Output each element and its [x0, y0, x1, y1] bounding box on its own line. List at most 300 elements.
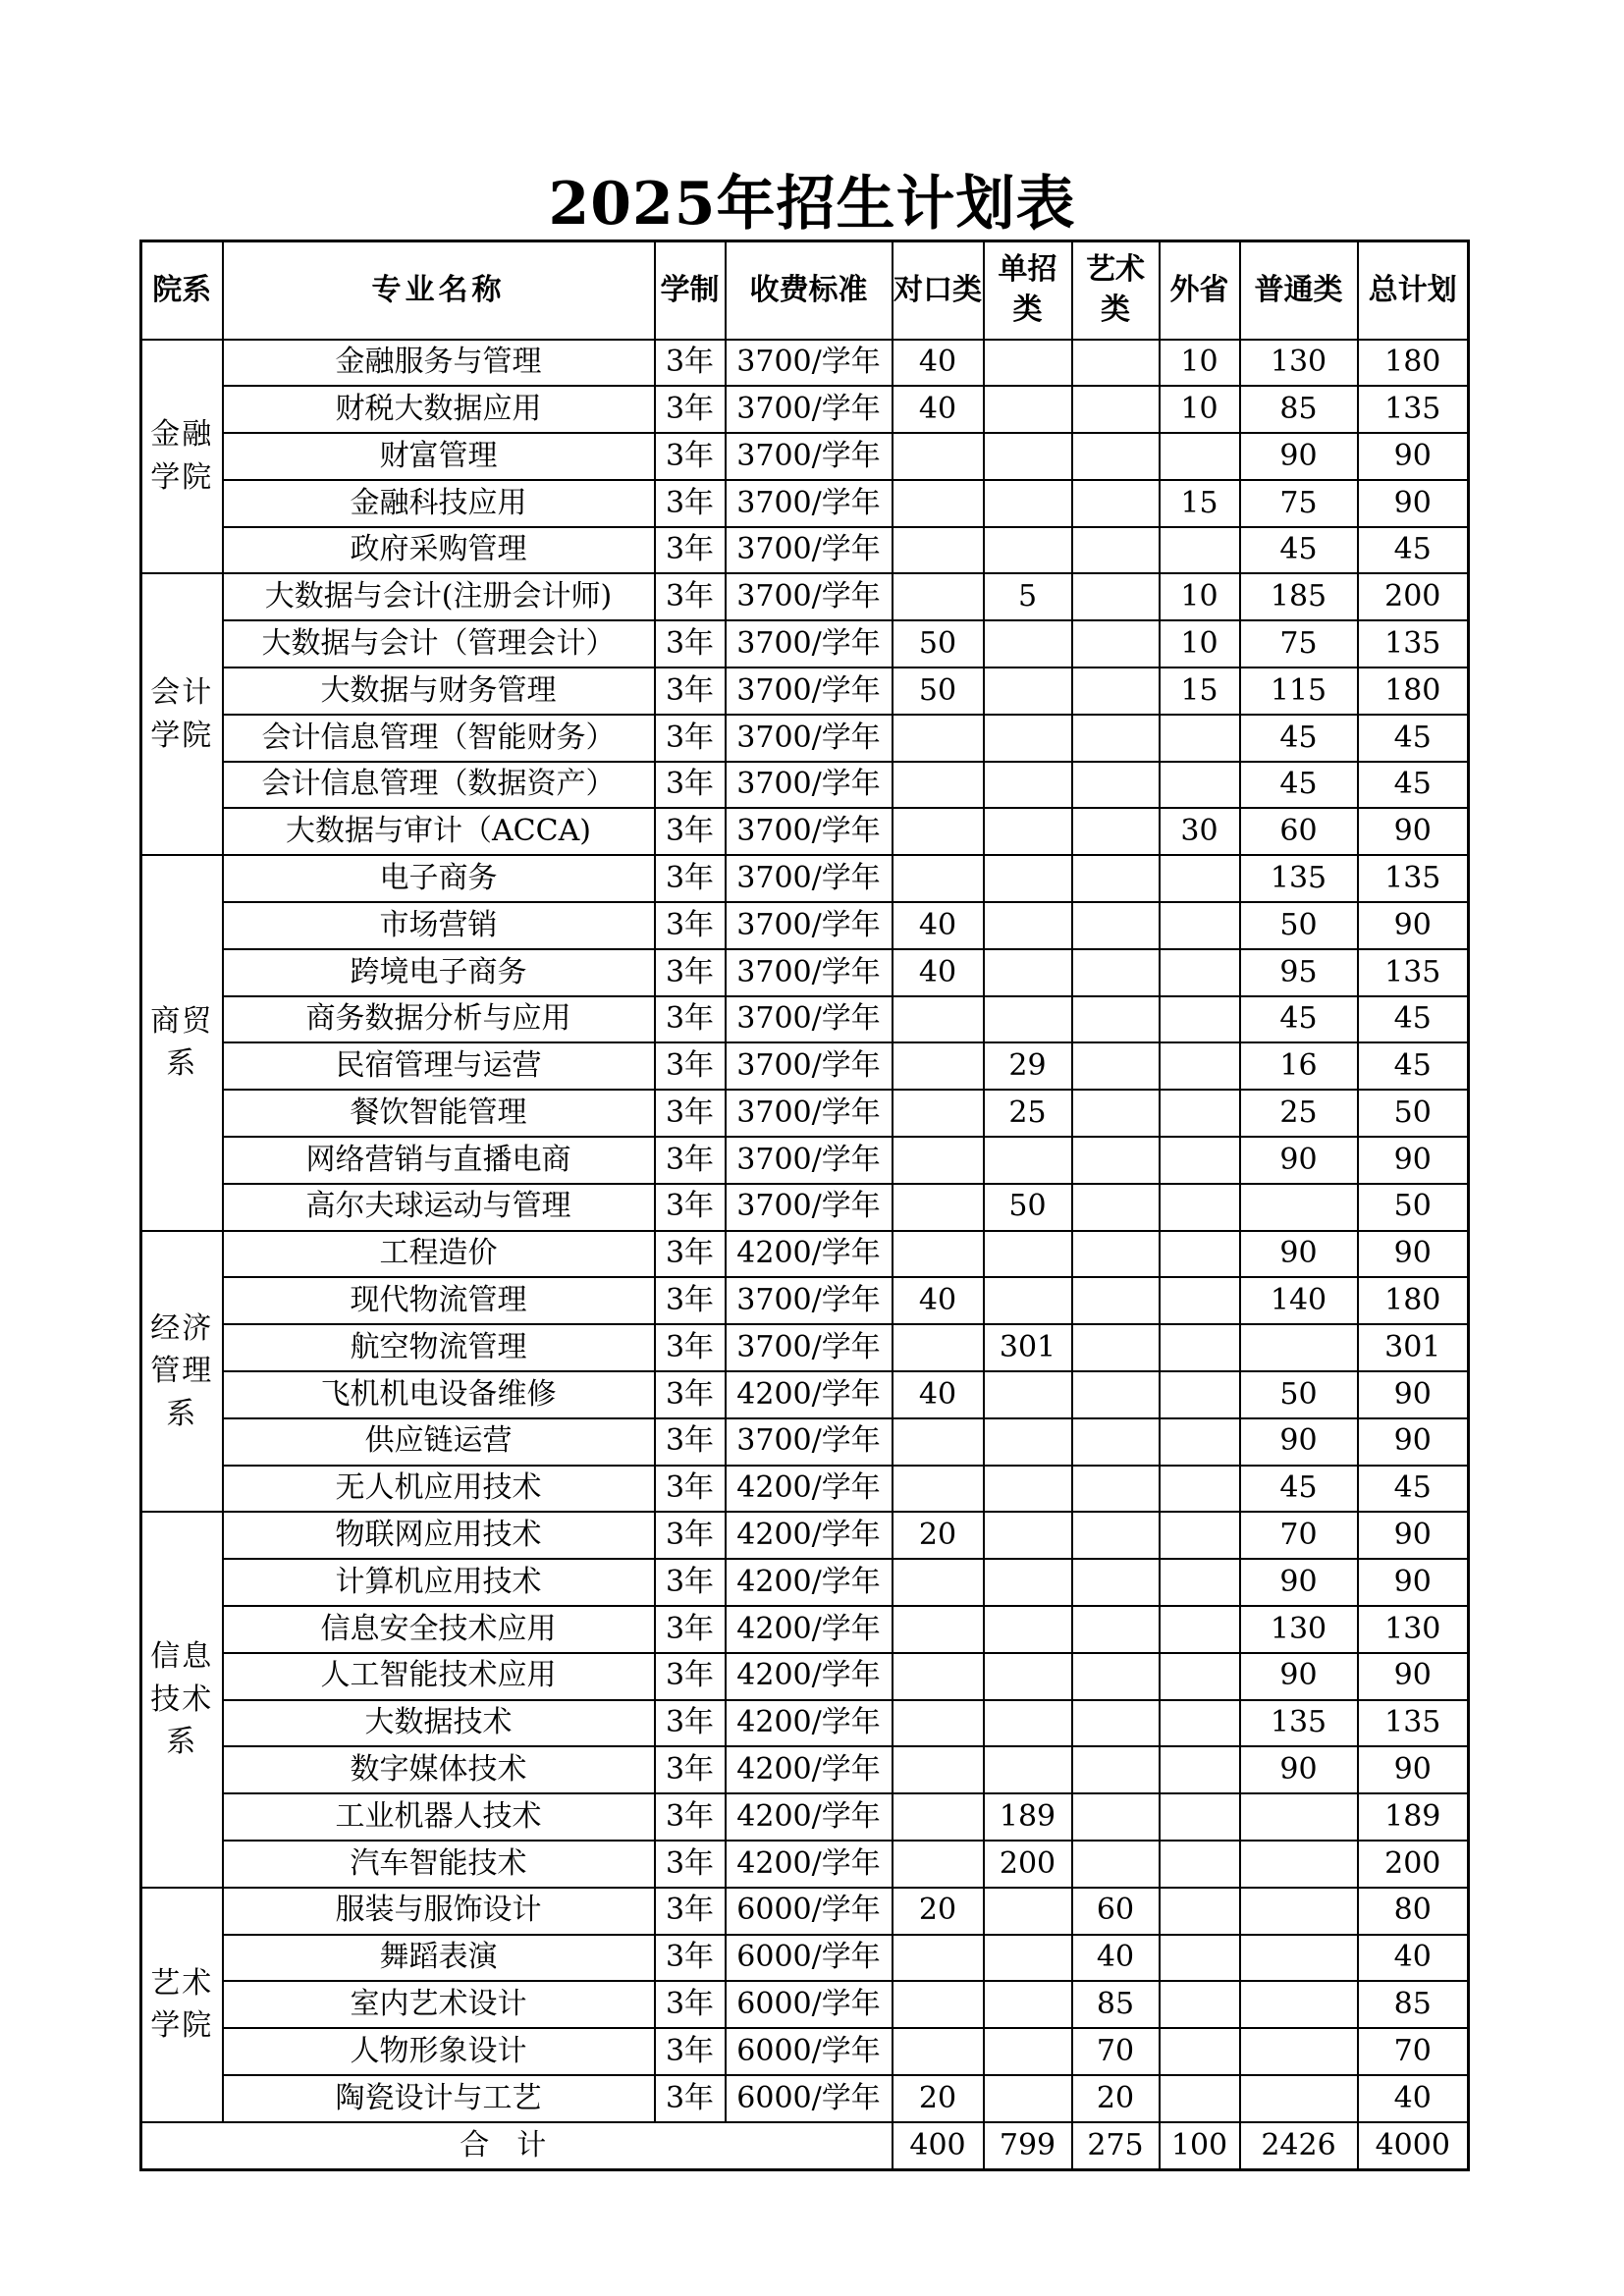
total-cell: 50 [1358, 1184, 1469, 1231]
department-cell [141, 340, 223, 574]
duikou-cell [893, 1184, 984, 1231]
table-row [141, 715, 1469, 762]
duikou-cell: 40 [893, 949, 984, 996]
putong-cell: 130 [1240, 340, 1358, 387]
waisheng-cell [1160, 902, 1240, 949]
table-row [141, 1137, 1469, 1184]
danzhao-cell: 301 [984, 1324, 1072, 1371]
major-name-cell: 无人机应用技术 [223, 1466, 655, 1513]
duikou-cell [893, 855, 984, 902]
duration-cell: 3年 [655, 1090, 726, 1137]
table-row [141, 386, 1469, 433]
duikou-cell [893, 1841, 984, 1888]
danzhao-cell [984, 1935, 1072, 1982]
duration-cell: 3年 [655, 1700, 726, 1747]
duikou-cell: 40 [893, 386, 984, 433]
danzhao-cell [984, 902, 1072, 949]
duration-cell: 3年 [655, 1466, 726, 1513]
table-row [141, 433, 1469, 480]
fee-cell: 3700/学年 [726, 386, 893, 433]
duration-cell: 3年 [655, 1653, 726, 1700]
danzhao-cell [984, 1700, 1072, 1747]
danzhao-cell [984, 1559, 1072, 1606]
waisheng-cell [1160, 1090, 1240, 1137]
putong-cell: 185 [1240, 573, 1358, 620]
waisheng-cell: 10 [1160, 386, 1240, 433]
duration-cell: 3年 [655, 1935, 726, 1982]
duration-cell: 3年 [655, 433, 726, 480]
fee-cell: 6000/学年 [726, 1981, 893, 2028]
duikou-cell [893, 1653, 984, 1700]
fee-cell: 4200/学年 [726, 1700, 893, 1747]
header-fee: 收费标准 [726, 241, 893, 340]
fee-cell: 3700/学年 [726, 1324, 893, 1371]
putong-cell: 70 [1240, 1512, 1358, 1559]
yishu-cell [1072, 480, 1160, 527]
putong-cell: 75 [1240, 480, 1358, 527]
putong-cell: 45 [1240, 762, 1358, 809]
header-duikou: 对口类 [893, 241, 984, 340]
putong-cell: 90 [1240, 1137, 1358, 1184]
total-cell: 45 [1358, 715, 1469, 762]
total-cell: 135 [1358, 949, 1469, 996]
major-name-cell: 财税大数据应用 [223, 386, 655, 433]
table-row [141, 1512, 1469, 1559]
major-name-cell: 商务数据分析与应用 [223, 996, 655, 1043]
duration-cell: 3年 [655, 902, 726, 949]
total-cell: 180 [1358, 667, 1469, 715]
putong-cell: 90 [1240, 1653, 1358, 1700]
department-name: 经济管理系 [150, 1310, 214, 1431]
fee-cell: 4200/学年 [726, 1606, 893, 1653]
fee-cell: 3700/学年 [726, 667, 893, 715]
danzhao-cell: 5 [984, 573, 1072, 620]
fee-cell: 6000/学年 [726, 1888, 893, 1935]
putong-cell: 130 [1240, 1606, 1358, 1653]
putong-cell [1240, 1981, 1358, 2028]
yishu-cell [1072, 1371, 1160, 1418]
totals-total: 4000 [1358, 2122, 1469, 2170]
duration-cell: 3年 [655, 1184, 726, 1231]
fee-cell: 3700/学年 [726, 1090, 893, 1137]
table-row [141, 996, 1469, 1043]
yishu-cell [1072, 1512, 1160, 1559]
danzhao-cell [984, 1418, 1072, 1466]
danzhao-cell: 189 [984, 1793, 1072, 1841]
major-name-cell: 会计信息管理（智能财务） [223, 715, 655, 762]
putong-cell [1240, 1935, 1358, 1982]
danzhao-cell [984, 386, 1072, 433]
danzhao-cell [984, 1231, 1072, 1278]
fee-cell: 3700/学年 [726, 1137, 893, 1184]
totals-danzhao: 799 [984, 2122, 1072, 2170]
waisheng-cell [1160, 1653, 1240, 1700]
putong-cell: 75 [1240, 620, 1358, 667]
duikou-cell [893, 1137, 984, 1184]
yishu-cell: 60 [1072, 1888, 1160, 1935]
yishu-cell [1072, 1042, 1160, 1090]
waisheng-cell [1160, 762, 1240, 809]
danzhao-cell [984, 996, 1072, 1043]
department-cell [141, 855, 223, 1230]
yishu-cell [1072, 667, 1160, 715]
yishu-cell [1072, 1466, 1160, 1513]
duikou-cell [893, 1746, 984, 1793]
duration-cell: 3年 [655, 1324, 726, 1371]
danzhao-cell [984, 1653, 1072, 1700]
duikou-cell [893, 1090, 984, 1137]
putong-cell [1240, 1888, 1358, 1935]
duration-cell: 3年 [655, 1793, 726, 1841]
waisheng-cell [1160, 1184, 1240, 1231]
fee-cell: 3700/学年 [726, 527, 893, 574]
yishu-cell [1072, 433, 1160, 480]
total-cell: 45 [1358, 1042, 1469, 1090]
duikou-cell [893, 573, 984, 620]
fee-cell: 4200/学年 [726, 1231, 893, 1278]
putong-cell [1240, 1184, 1358, 1231]
major-name-cell: 大数据与会计(注册会计师) [223, 573, 655, 620]
major-name-cell: 财富管理 [223, 433, 655, 480]
fee-cell: 3700/学年 [726, 855, 893, 902]
putong-cell: 90 [1240, 1559, 1358, 1606]
major-name-cell: 民宿管理与运营 [223, 1042, 655, 1090]
major-name-cell: 大数据技术 [223, 1700, 655, 1747]
yishu-cell [1072, 573, 1160, 620]
danzhao-cell [984, 1466, 1072, 1513]
duikou-cell: 20 [893, 2075, 984, 2122]
duration-cell: 3年 [655, 762, 726, 809]
putong-cell: 50 [1240, 1371, 1358, 1418]
yishu-cell [1072, 1184, 1160, 1231]
total-cell: 45 [1358, 1466, 1469, 1513]
total-cell: 135 [1358, 1700, 1469, 1747]
yishu-cell [1072, 996, 1160, 1043]
duration-cell: 3年 [655, 949, 726, 996]
yishu-cell: 70 [1072, 2028, 1160, 2075]
department-cell [141, 1512, 223, 1887]
putong-cell: 25 [1240, 1090, 1358, 1137]
fee-cell: 4200/学年 [726, 1653, 893, 1700]
fee-cell: 3700/学年 [726, 808, 893, 855]
putong-cell: 60 [1240, 808, 1358, 855]
yishu-cell [1072, 715, 1160, 762]
duikou-cell: 50 [893, 667, 984, 715]
fee-cell: 3700/学年 [726, 762, 893, 809]
table-row [141, 1466, 1469, 1513]
table-row [141, 620, 1469, 667]
yishu-cell [1072, 762, 1160, 809]
header-danzhao: 单招类 [984, 241, 1072, 340]
major-name-cell: 跨境电子商务 [223, 949, 655, 996]
totals-label: 合计 [141, 2122, 893, 2170]
waisheng-cell [1160, 2028, 1240, 2075]
duikou-cell [893, 715, 984, 762]
major-name-cell: 陶瓷设计与工艺 [223, 2075, 655, 2122]
putong-cell [1240, 2075, 1358, 2122]
waisheng-cell [1160, 1418, 1240, 1466]
putong-cell: 115 [1240, 667, 1358, 715]
totals-yishu: 275 [1072, 2122, 1160, 2170]
putong-cell: 45 [1240, 715, 1358, 762]
total-cell: 90 [1358, 1231, 1469, 1278]
duikou-cell [893, 1606, 984, 1653]
putong-cell: 135 [1240, 1700, 1358, 1747]
total-cell: 80 [1358, 1888, 1469, 1935]
department-name: 商贸系 [150, 1003, 214, 1082]
putong-cell: 45 [1240, 996, 1358, 1043]
putong-cell: 140 [1240, 1277, 1358, 1324]
total-cell: 90 [1358, 1418, 1469, 1466]
fee-cell: 4200/学年 [726, 1466, 893, 1513]
major-name-cell: 供应链运营 [223, 1418, 655, 1466]
table-row [141, 1935, 1469, 1982]
major-name-cell: 汽车智能技术 [223, 1841, 655, 1888]
major-name-cell: 会计信息管理（数据资产） [223, 762, 655, 809]
total-cell: 189 [1358, 1793, 1469, 1841]
waisheng-cell: 10 [1160, 620, 1240, 667]
waisheng-cell [1160, 1231, 1240, 1278]
enrollment-plan-table [139, 240, 1470, 2171]
table-row [141, 1090, 1469, 1137]
duration-cell: 3年 [655, 573, 726, 620]
yishu-cell [1072, 1137, 1160, 1184]
putong-cell: 90 [1240, 1746, 1358, 1793]
waisheng-cell: 15 [1160, 667, 1240, 715]
waisheng-cell: 10 [1160, 573, 1240, 620]
danzhao-cell [984, 855, 1072, 902]
table-row [141, 667, 1469, 715]
danzhao-cell [984, 1371, 1072, 1418]
total-cell: 70 [1358, 2028, 1469, 2075]
duikou-cell: 40 [893, 902, 984, 949]
duration-cell: 3年 [655, 386, 726, 433]
danzhao-cell [984, 1137, 1072, 1184]
total-cell: 135 [1358, 855, 1469, 902]
duration-cell: 3年 [655, 1841, 726, 1888]
department-cell [141, 573, 223, 855]
header-row [141, 241, 1469, 340]
header-yishu: 艺术类 [1072, 241, 1160, 340]
yishu-cell [1072, 1606, 1160, 1653]
total-cell: 90 [1358, 1137, 1469, 1184]
waisheng-cell [1160, 1746, 1240, 1793]
duikou-cell [893, 1935, 984, 1982]
danzhao-cell [984, 1746, 1072, 1793]
duikou-cell [893, 1418, 984, 1466]
danzhao-cell [984, 1888, 1072, 1935]
total-cell: 130 [1358, 1606, 1469, 1653]
fee-cell: 3700/学年 [726, 1418, 893, 1466]
major-name-cell: 工业机器人技术 [223, 1793, 655, 1841]
duration-cell: 3年 [655, 1371, 726, 1418]
danzhao-cell: 25 [984, 1090, 1072, 1137]
duikou-cell [893, 433, 984, 480]
putong-cell: 135 [1240, 855, 1358, 902]
yishu-cell: 85 [1072, 1981, 1160, 2028]
header-duration: 学制 [655, 241, 726, 340]
putong-cell [1240, 1841, 1358, 1888]
fee-cell: 4200/学年 [726, 1512, 893, 1559]
fee-cell: 4200/学年 [726, 1793, 893, 1841]
waisheng-cell: 10 [1160, 340, 1240, 387]
yishu-cell [1072, 1746, 1160, 1793]
major-name-cell: 室内艺术设计 [223, 1981, 655, 2028]
table-row [141, 1559, 1469, 1606]
duration-cell: 3年 [655, 1512, 726, 1559]
duikou-cell: 40 [893, 1277, 984, 1324]
major-name-cell: 航空物流管理 [223, 1324, 655, 1371]
total-cell: 40 [1358, 2075, 1469, 2122]
fee-cell: 4200/学年 [726, 1746, 893, 1793]
waisheng-cell [1160, 996, 1240, 1043]
duration-cell: 3年 [655, 1888, 726, 1935]
total-cell: 90 [1358, 1653, 1469, 1700]
total-cell: 45 [1358, 996, 1469, 1043]
duration-cell: 3年 [655, 1277, 726, 1324]
table-row [141, 340, 1469, 387]
putong-cell: 50 [1240, 902, 1358, 949]
putong-cell: 16 [1240, 1042, 1358, 1090]
duikou-cell [893, 1700, 984, 1747]
table-row [141, 1231, 1469, 1278]
table-row [141, 573, 1469, 620]
table-row [141, 1746, 1469, 1793]
header-waisheng: 外省 [1160, 241, 1240, 340]
danzhao-cell [984, 762, 1072, 809]
duration-cell: 3年 [655, 996, 726, 1043]
department-name: 艺术学院 [150, 1965, 214, 2044]
major-name-cell: 政府采购管理 [223, 527, 655, 574]
yishu-cell [1072, 1841, 1160, 1888]
yishu-cell [1072, 1418, 1160, 1466]
total-cell: 50 [1358, 1090, 1469, 1137]
yishu-cell [1072, 386, 1160, 433]
major-name-cell: 金融服务与管理 [223, 340, 655, 387]
major-name-cell: 服装与服饰设计 [223, 1888, 655, 1935]
duikou-cell [893, 527, 984, 574]
danzhao-cell [984, 480, 1072, 527]
table-body [141, 340, 1469, 2122]
danzhao-cell [984, 1512, 1072, 1559]
duikou-cell: 40 [893, 1371, 984, 1418]
department-cell [141, 1888, 223, 2122]
danzhao-cell [984, 1277, 1072, 1324]
yishu-cell [1072, 620, 1160, 667]
major-name-cell: 餐饮智能管理 [223, 1090, 655, 1137]
major-name-cell: 数字媒体技术 [223, 1746, 655, 1793]
total-cell: 45 [1358, 762, 1469, 809]
major-name-cell: 工程造价 [223, 1231, 655, 1278]
duration-cell: 3年 [655, 620, 726, 667]
danzhao-cell [984, 949, 1072, 996]
table-row [141, 1277, 1469, 1324]
duration-cell: 3年 [655, 855, 726, 902]
table-row [141, 1841, 1469, 1888]
putong-cell [1240, 1324, 1358, 1371]
major-name-cell: 网络营销与直播电商 [223, 1137, 655, 1184]
waisheng-cell [1160, 1841, 1240, 1888]
duration-cell: 3年 [655, 340, 726, 387]
yishu-cell: 20 [1072, 2075, 1160, 2122]
yishu-cell [1072, 855, 1160, 902]
duration-cell: 3年 [655, 1746, 726, 1793]
major-name-cell: 计算机应用技术 [223, 1559, 655, 1606]
danzhao-cell [984, 715, 1072, 762]
fee-cell: 4200/学年 [726, 1371, 893, 1418]
yishu-cell [1072, 808, 1160, 855]
duration-cell: 3年 [655, 1606, 726, 1653]
department-name: 信息技术系 [150, 1639, 214, 1760]
table-row [141, 902, 1469, 949]
table-row [141, 949, 1469, 996]
putong-cell [1240, 1793, 1358, 1841]
header-total: 总计划 [1358, 241, 1469, 340]
waisheng-cell [1160, 715, 1240, 762]
duikou-cell [893, 996, 984, 1043]
yishu-cell [1072, 1653, 1160, 1700]
putong-cell: 45 [1240, 1466, 1358, 1513]
major-name-cell: 大数据与财务管理 [223, 667, 655, 715]
putong-cell: 90 [1240, 1231, 1358, 1278]
duration-cell: 3年 [655, 1231, 726, 1278]
waisheng-cell [1160, 1512, 1240, 1559]
duikou-cell [893, 1466, 984, 1513]
table-row [141, 1653, 1469, 1700]
danzhao-cell [984, 667, 1072, 715]
table-row [141, 1324, 1469, 1371]
major-name-cell: 大数据与会计（管理会计） [223, 620, 655, 667]
yishu-cell: 40 [1072, 1935, 1160, 1982]
fee-cell: 6000/学年 [726, 2075, 893, 2122]
major-name-cell: 人工智能技术应用 [223, 1653, 655, 1700]
waisheng-cell [1160, 1606, 1240, 1653]
waisheng-cell [1160, 2075, 1240, 2122]
waisheng-cell [1160, 1935, 1240, 1982]
danzhao-cell [984, 340, 1072, 387]
danzhao-cell [984, 433, 1072, 480]
danzhao-cell: 200 [984, 1841, 1072, 1888]
table-row [141, 1418, 1469, 1466]
total-cell: 200 [1358, 1841, 1469, 1888]
header-putong: 普通类 [1240, 241, 1358, 340]
header-department: 院系 [141, 241, 223, 340]
duration-cell: 3年 [655, 1559, 726, 1606]
waisheng-cell [1160, 1324, 1240, 1371]
table-row [141, 855, 1469, 902]
duikou-cell: 20 [893, 1888, 984, 1935]
fee-cell: 3700/学年 [726, 480, 893, 527]
major-name-cell: 人物形象设计 [223, 2028, 655, 2075]
fee-cell: 3700/学年 [726, 996, 893, 1043]
fee-cell: 3700/学年 [726, 340, 893, 387]
total-cell: 135 [1358, 386, 1469, 433]
major-name-cell: 金融科技应用 [223, 480, 655, 527]
danzhao-cell [984, 527, 1072, 574]
putong-cell: 90 [1240, 433, 1358, 480]
yishu-cell [1072, 1793, 1160, 1841]
waisheng-cell [1160, 1466, 1240, 1513]
totals-putong: 2426 [1240, 2122, 1358, 2170]
page-title: 2025年招生计划表 [548, 170, 1076, 239]
waisheng-cell [1160, 1793, 1240, 1841]
fee-cell: 6000/学年 [726, 2028, 893, 2075]
yishu-cell [1072, 1700, 1160, 1747]
fee-cell: 4200/学年 [726, 1559, 893, 1606]
waisheng-cell: 30 [1160, 808, 1240, 855]
waisheng-cell [1160, 1371, 1240, 1418]
fee-cell: 4200/学年 [726, 1841, 893, 1888]
